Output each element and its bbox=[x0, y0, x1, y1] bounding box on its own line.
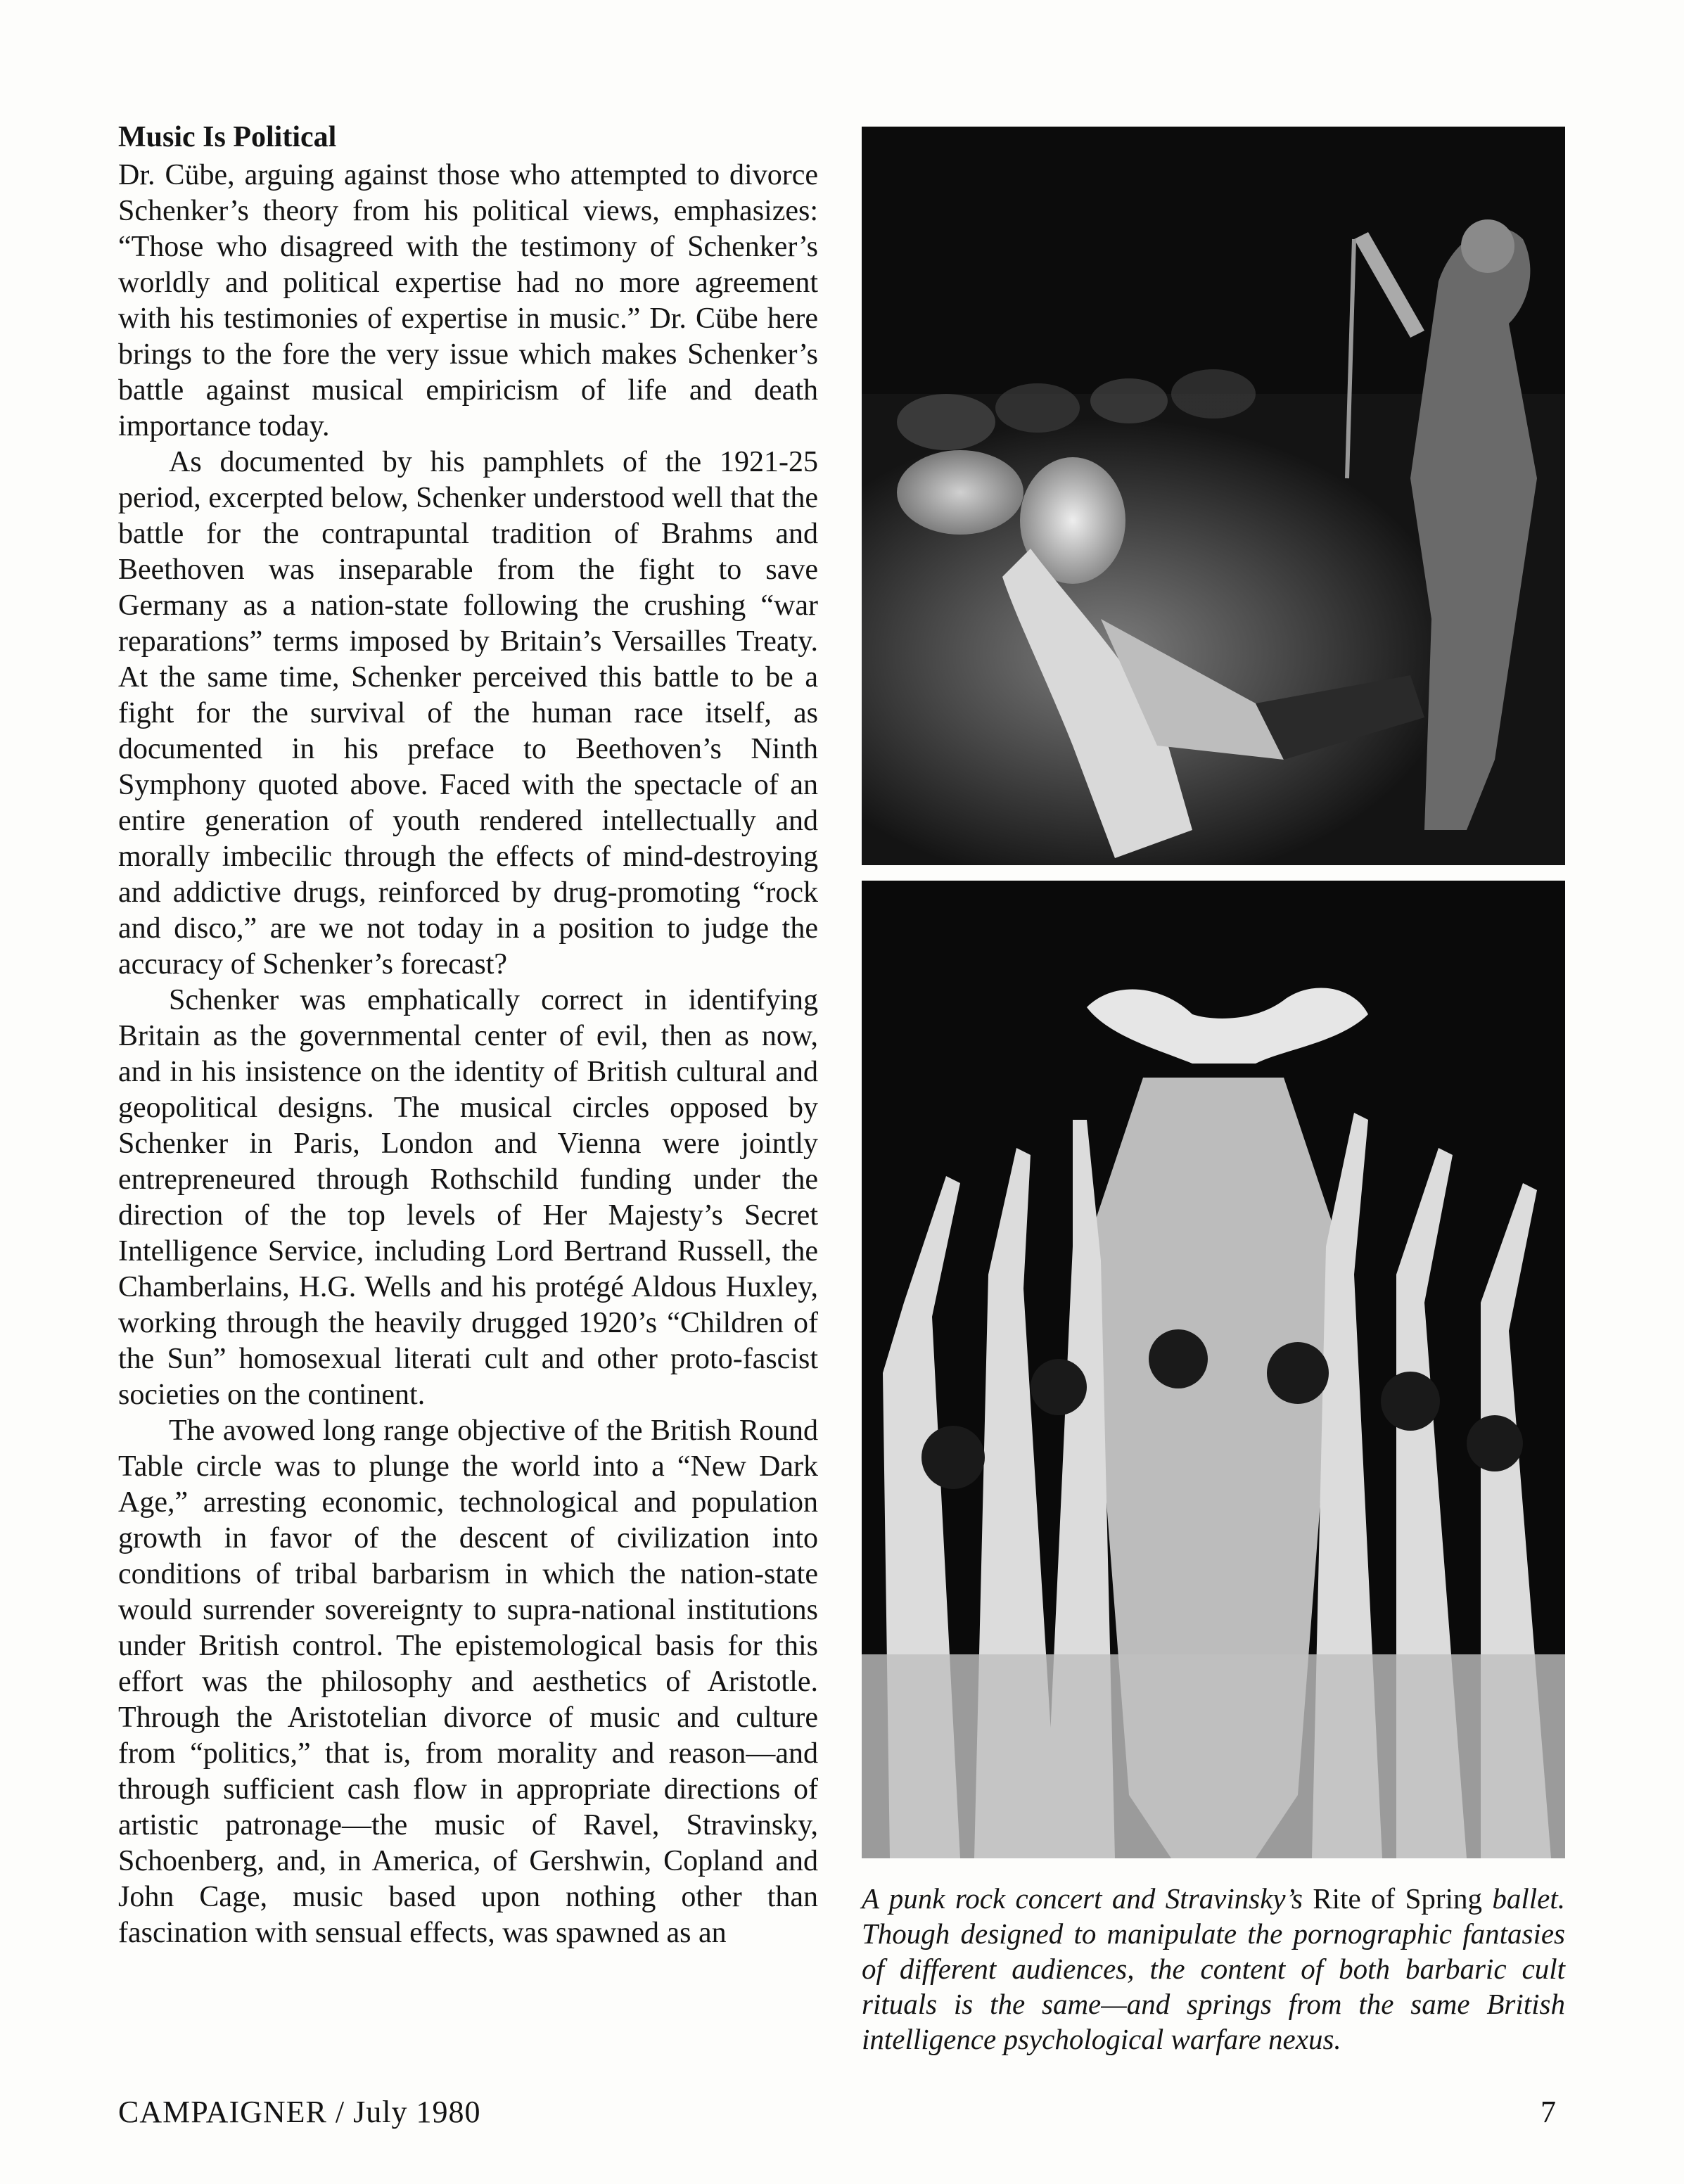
photo-caption bbox=[862, 1881, 1565, 2057]
paragraph: The avowed long range objective of the British Round Table circle was to plunge the world into a “New Dark Age,” arresting economic, technological and population growth in favor of the descent of civilization into conditions of tribal barbarism in which the nation-state would surrender sovereignty to supra-national institutions under British control. The epistemological basis for this effort was the philosophy and aesthetics of Aristotle. Through the Aristotelian divorce of music and culture from “politics,” that is, from morality and reason—and through sufficient cash flow in appropriate directions of artistic patronage—the music of Ravel, Stravinsky, Schoenberg, and, in America, of Gershwin, Copland and John Cage, music based upon nothing other than fascination with sensual effects, was spawned as an bbox=[118, 1415, 818, 1949]
caption-title: Rite of Spring bbox=[1313, 1882, 1482, 1915]
publication-footer: CAMPAIGNER / July 1980 bbox=[118, 2095, 481, 2129]
caption-text: ballet. Though designed to manipulate the pornographic fantasies of different audiences, the content of both barbaric cult rituals is the same—and springs from the same British intelligence psychological warfare nexus. bbox=[862, 1882, 1565, 2055]
caption-text: A punk rock concert and Stravinsky’s bbox=[862, 1882, 1313, 1915]
paragraph: Dr. Cübe, arguing against those who attempted to divorce Schenker’s theory from his political views, emphasizes: “Those who disagreed with the testimony of Schenker’s worldly and political expertise had no more agreement with his testimonies of expertise in music.” Dr. Cübe here brings to the fore the very issue which makes Schenker’s battle against musical empiricism of life and death importance today. bbox=[118, 159, 818, 442]
punk-concert-image bbox=[862, 127, 1565, 865]
rite-of-spring-image bbox=[862, 881, 1565, 1858]
section-heading: Music Is Political bbox=[118, 121, 337, 153]
article-column bbox=[118, 118, 818, 1951]
photo-column bbox=[862, 127, 1565, 2057]
rite-of-spring-photo bbox=[862, 881, 1565, 1858]
paragraph: Schenker was emphatically correct in identifying Britain as the governmental center of evil, then as now, and in his insistence on the identity of British cultural and geopolitical designs. The musical circles opposed by Schenker in Paris, London and Vienna were jointly entrepreneured through Rothschild funding under the direction of the top levels of Her Majesty’s Secret Intelligence Service, including Lord Bertrand Russell, the Chamberlains, H.G. Wells and his protégé Aldous Huxley, working through the heavily drugged 1920’s “Children of the Sun” homosexual literati cult and other proto-fascist societies on the continent. bbox=[118, 984, 818, 1411]
punk-concert-photo bbox=[862, 127, 1565, 865]
article-body bbox=[118, 158, 818, 1951]
paragraph: As documented by his pamphlets of the 1921-25 period, excerpted below, Schenker understood well that the battle for the contrapuntal tradition of Brahms and Beethoven was inseparable from the fight to save Germany as a nation-state following the crushing “war reparations” terms imposed by Britain’s Versailles Treaty. At the same time, Schenker perceived this battle to be a fight for the survival of the human race itself, as documented in his preface to Beethoven’s Ninth Symphony quoted above. Faced with the spectacle of an entire generation of youth rendered intellectually and morally imbecilic through the effects of mind-destroying and addictive drugs, reinforced by drug-promoting “rock and disco,” are we not today in a position to judge the accuracy of Schenker’s forecast? bbox=[118, 446, 818, 981]
page-number: 7 bbox=[1541, 2095, 1556, 2129]
